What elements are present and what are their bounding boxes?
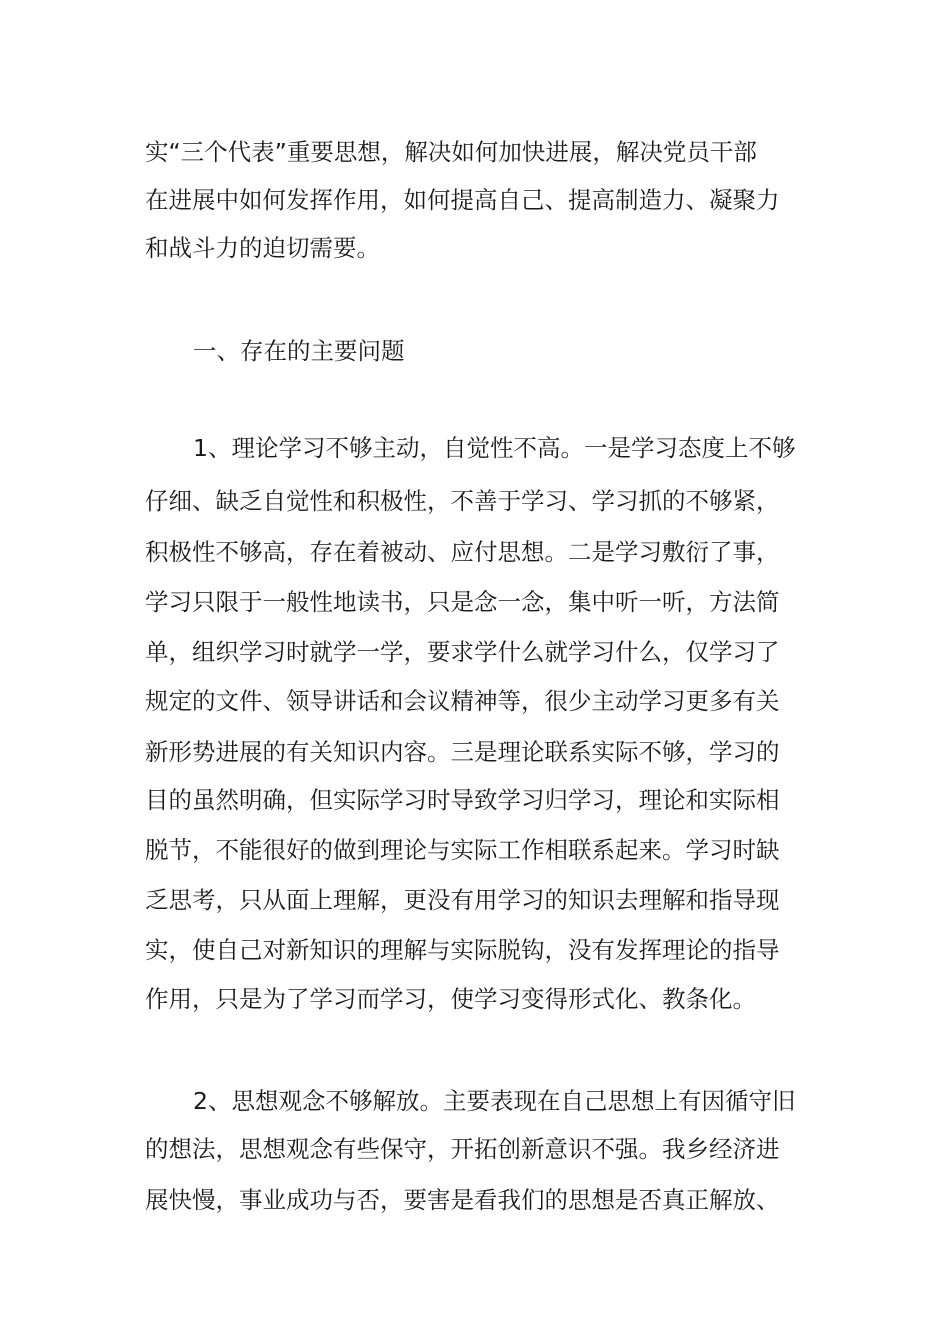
text-line: 单，组织学习时就学一学，要求学什么就学习什么，仅学习了	[145, 638, 780, 666]
text-line: 的想法，思想观念有些保守，开拓创新意识不强。我乡经济进	[145, 1135, 780, 1163]
text-line: 新形势进展的有关知识内容。三是理论联系实际不够，学习的	[145, 738, 780, 766]
text-line: 展快慢，事业成功与否，要害是看我们的思想是否真正解放、	[145, 1186, 780, 1214]
text-line: 2、思想观念不够解放。主要表现在自己思想上有因循守旧	[193, 1087, 796, 1115]
text-line: 脱节，不能很好的做到理论与实际工作相联系起来。学习时缺	[145, 836, 780, 864]
text-line: 积极性不够高，存在着被动、应付思想。二是学习敷衍了事，	[145, 538, 780, 566]
text-line: 1、理论学习不够主动，自觉性不高。一是学习态度上不够	[193, 434, 796, 462]
text-line: 乏思考，只从面上理解，更没有用学习的知识去理解和指导现	[145, 886, 780, 914]
text-line: 仔细、缺乏自觉性和积极性，不善于学习、学习抓的不够紧，	[145, 487, 780, 515]
text-line: 和战斗力的迫切需要。	[145, 234, 380, 262]
section-heading: 一、存在的主要问题	[193, 337, 405, 365]
text-line: 目的虽然明确，但实际学习时导致学习归学习，理论和实际相	[145, 786, 780, 814]
text-line: 学习只限于一般性地读书，只是念一念，集中听一听，方法简	[145, 588, 780, 616]
text-line: 实“三个代表”重要思想，解决如何加快进展，解决党员干部	[145, 138, 757, 166]
text-line: 规定的文件、领导讲话和会议精神等，很少主动学习更多有关	[145, 687, 780, 715]
text-line: 作用，只是为了学习而学习，使学习变得形式化、教条化。	[145, 985, 756, 1013]
text-line: 实，使自己对新知识的理解与实际脱钩，没有发挥理论的指导	[145, 936, 780, 964]
text-line: 在进展中如何发挥作用，如何提高自己、提高制造力、凝聚力	[145, 186, 780, 214]
